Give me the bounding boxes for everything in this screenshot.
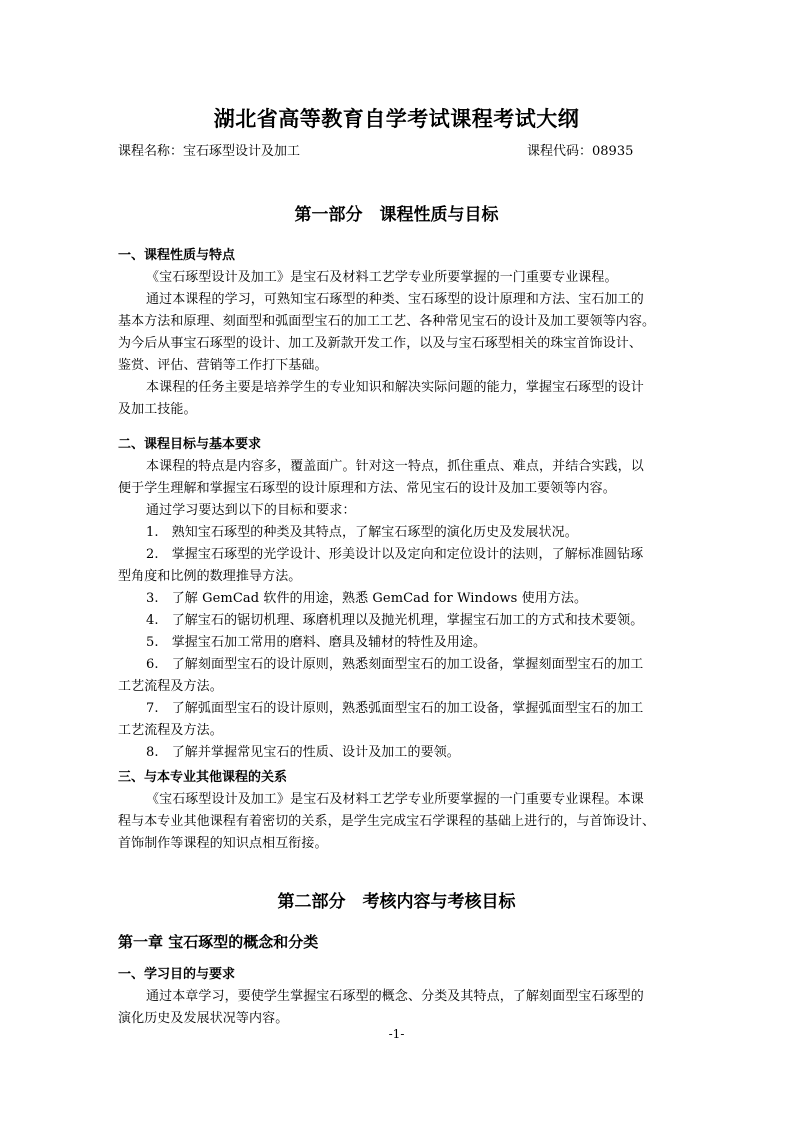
list-item-continuation: 型角度和比例的数理推导方法。 bbox=[118, 569, 302, 584]
paragraph-line: 本课程的任务主要是培养学生的专业知识和解决实际问题的能力，掌握宝石琢型的设计 bbox=[146, 380, 644, 395]
course-name: 课程名称：宝石琢型设计及加工 bbox=[118, 144, 301, 159]
part2-heading: 第二部分 考核内容与考核目标 bbox=[277, 892, 516, 912]
section1-heading: 一、课程性质与特点 bbox=[118, 248, 236, 263]
list-item: 5. 掌握宝石加工常用的磨料、磨具及辅材的特性及用途。 bbox=[146, 635, 487, 650]
paragraph-line: 《宝石琢型设计及加工》是宝石及材料工艺学专业所要掌握的一门重要专业课程。 bbox=[146, 270, 618, 285]
list-item: 4. 了解宝石的锯切机理、琢磨机理以及抛光机理，掌握宝石加工的方式和技术要领。 bbox=[146, 613, 644, 628]
paragraph-line: 为今后从事宝石琢型的设计、加工及新款开发工作，以及与宝石琢型相关的珠宝首饰设计、 bbox=[118, 336, 643, 351]
part1-heading: 第一部分 课程性质与目标 bbox=[294, 205, 499, 225]
chapter1-heading: 第一章 宝石琢型的概念和分类 bbox=[118, 933, 319, 951]
paragraph-line: 程与本专业其他课程有着密切的关系，是学生完成宝石学课程的基础上进行的，与首饰设计、 bbox=[118, 814, 656, 829]
list-item: 6. 了解刻面型宝石的设计原则，熟悉刻面型宝石的加工设备，掌握刻面型宝石的加工 bbox=[146, 657, 644, 672]
chapter1-section1-heading: 一、学习目的与要求 bbox=[118, 967, 236, 982]
list-item-continuation: 工艺流程及方法。 bbox=[118, 679, 223, 694]
paragraph-line: 及加工技能。 bbox=[118, 402, 197, 417]
list-item-continuation: 工艺流程及方法。 bbox=[118, 723, 223, 738]
paragraph-line: 《宝石琢型设计及加工》是宝石及材料工艺学专业所要掌握的一门重要专业课程。本课 bbox=[146, 792, 644, 807]
list-item: 1. 熟知宝石琢型的种类及其特点，了解宝石琢型的演化历史及发展状况。 bbox=[146, 525, 578, 540]
section2-heading: 二、课程目标与基本要求 bbox=[118, 437, 262, 452]
course-code: 课程代码：08935 bbox=[527, 144, 634, 159]
list-item: 8. 了解并掌握常见宝石的性质、设计及加工的要领。 bbox=[146, 745, 460, 760]
page-number: -1- bbox=[388, 1027, 405, 1041]
document-title: 湖北省高等教育自学考试课程考试大纲 bbox=[213, 107, 580, 131]
list-item: 3. 了解 GemCad 软件的用途，熟悉 GemCad for Windows 使用方法。 bbox=[146, 591, 588, 606]
list-item: 7. 了解弧面型宝石的设计原则，熟悉弧面型宝石的加工设备，掌握弧面型宝石的加工 bbox=[146, 701, 644, 716]
paragraph-line: 便于学生理解和掌握宝石琢型的设计原理和方法、常见宝石的设计及加工要领等内容。 bbox=[118, 481, 616, 496]
list-item: 2. 掌握宝石琢型的光学设计、形美设计以及定向和定位设计的法则，了解标准圆钻琢 bbox=[146, 547, 644, 562]
paragraph-line: 通过本章学习，要使学生掌握宝石琢型的概念、分类及其特点，了解刻面型宝石琢型的 bbox=[146, 989, 644, 1004]
paragraph-line: 基本方法和原理、刻面型和弧面型宝石的加工工艺、各种常见宝石的设计及加工要领等内容。 bbox=[118, 314, 656, 329]
paragraph-line: 演化历史及发展状况等内容。 bbox=[118, 1011, 289, 1026]
paragraph-line: 鉴赏、评估、营销等工作打下基础。 bbox=[118, 358, 328, 373]
paragraph-line: 通过学习要达到以下的目标和要求： bbox=[146, 503, 356, 518]
section3-heading: 三、与本专业其他课程的关系 bbox=[118, 770, 288, 785]
paragraph-line: 首饰制作等课程的知识点相互衔接。 bbox=[118, 836, 328, 851]
paragraph-line: 通过本课程的学习，可熟知宝石琢型的种类、宝石琢型的设计原理和方法、宝石加工的 bbox=[146, 292, 644, 307]
paragraph-line: 本课程的特点是内容多，覆盖面广。针对这一特点，抓住重点、难点，并结合实践，以 bbox=[146, 459, 644, 474]
